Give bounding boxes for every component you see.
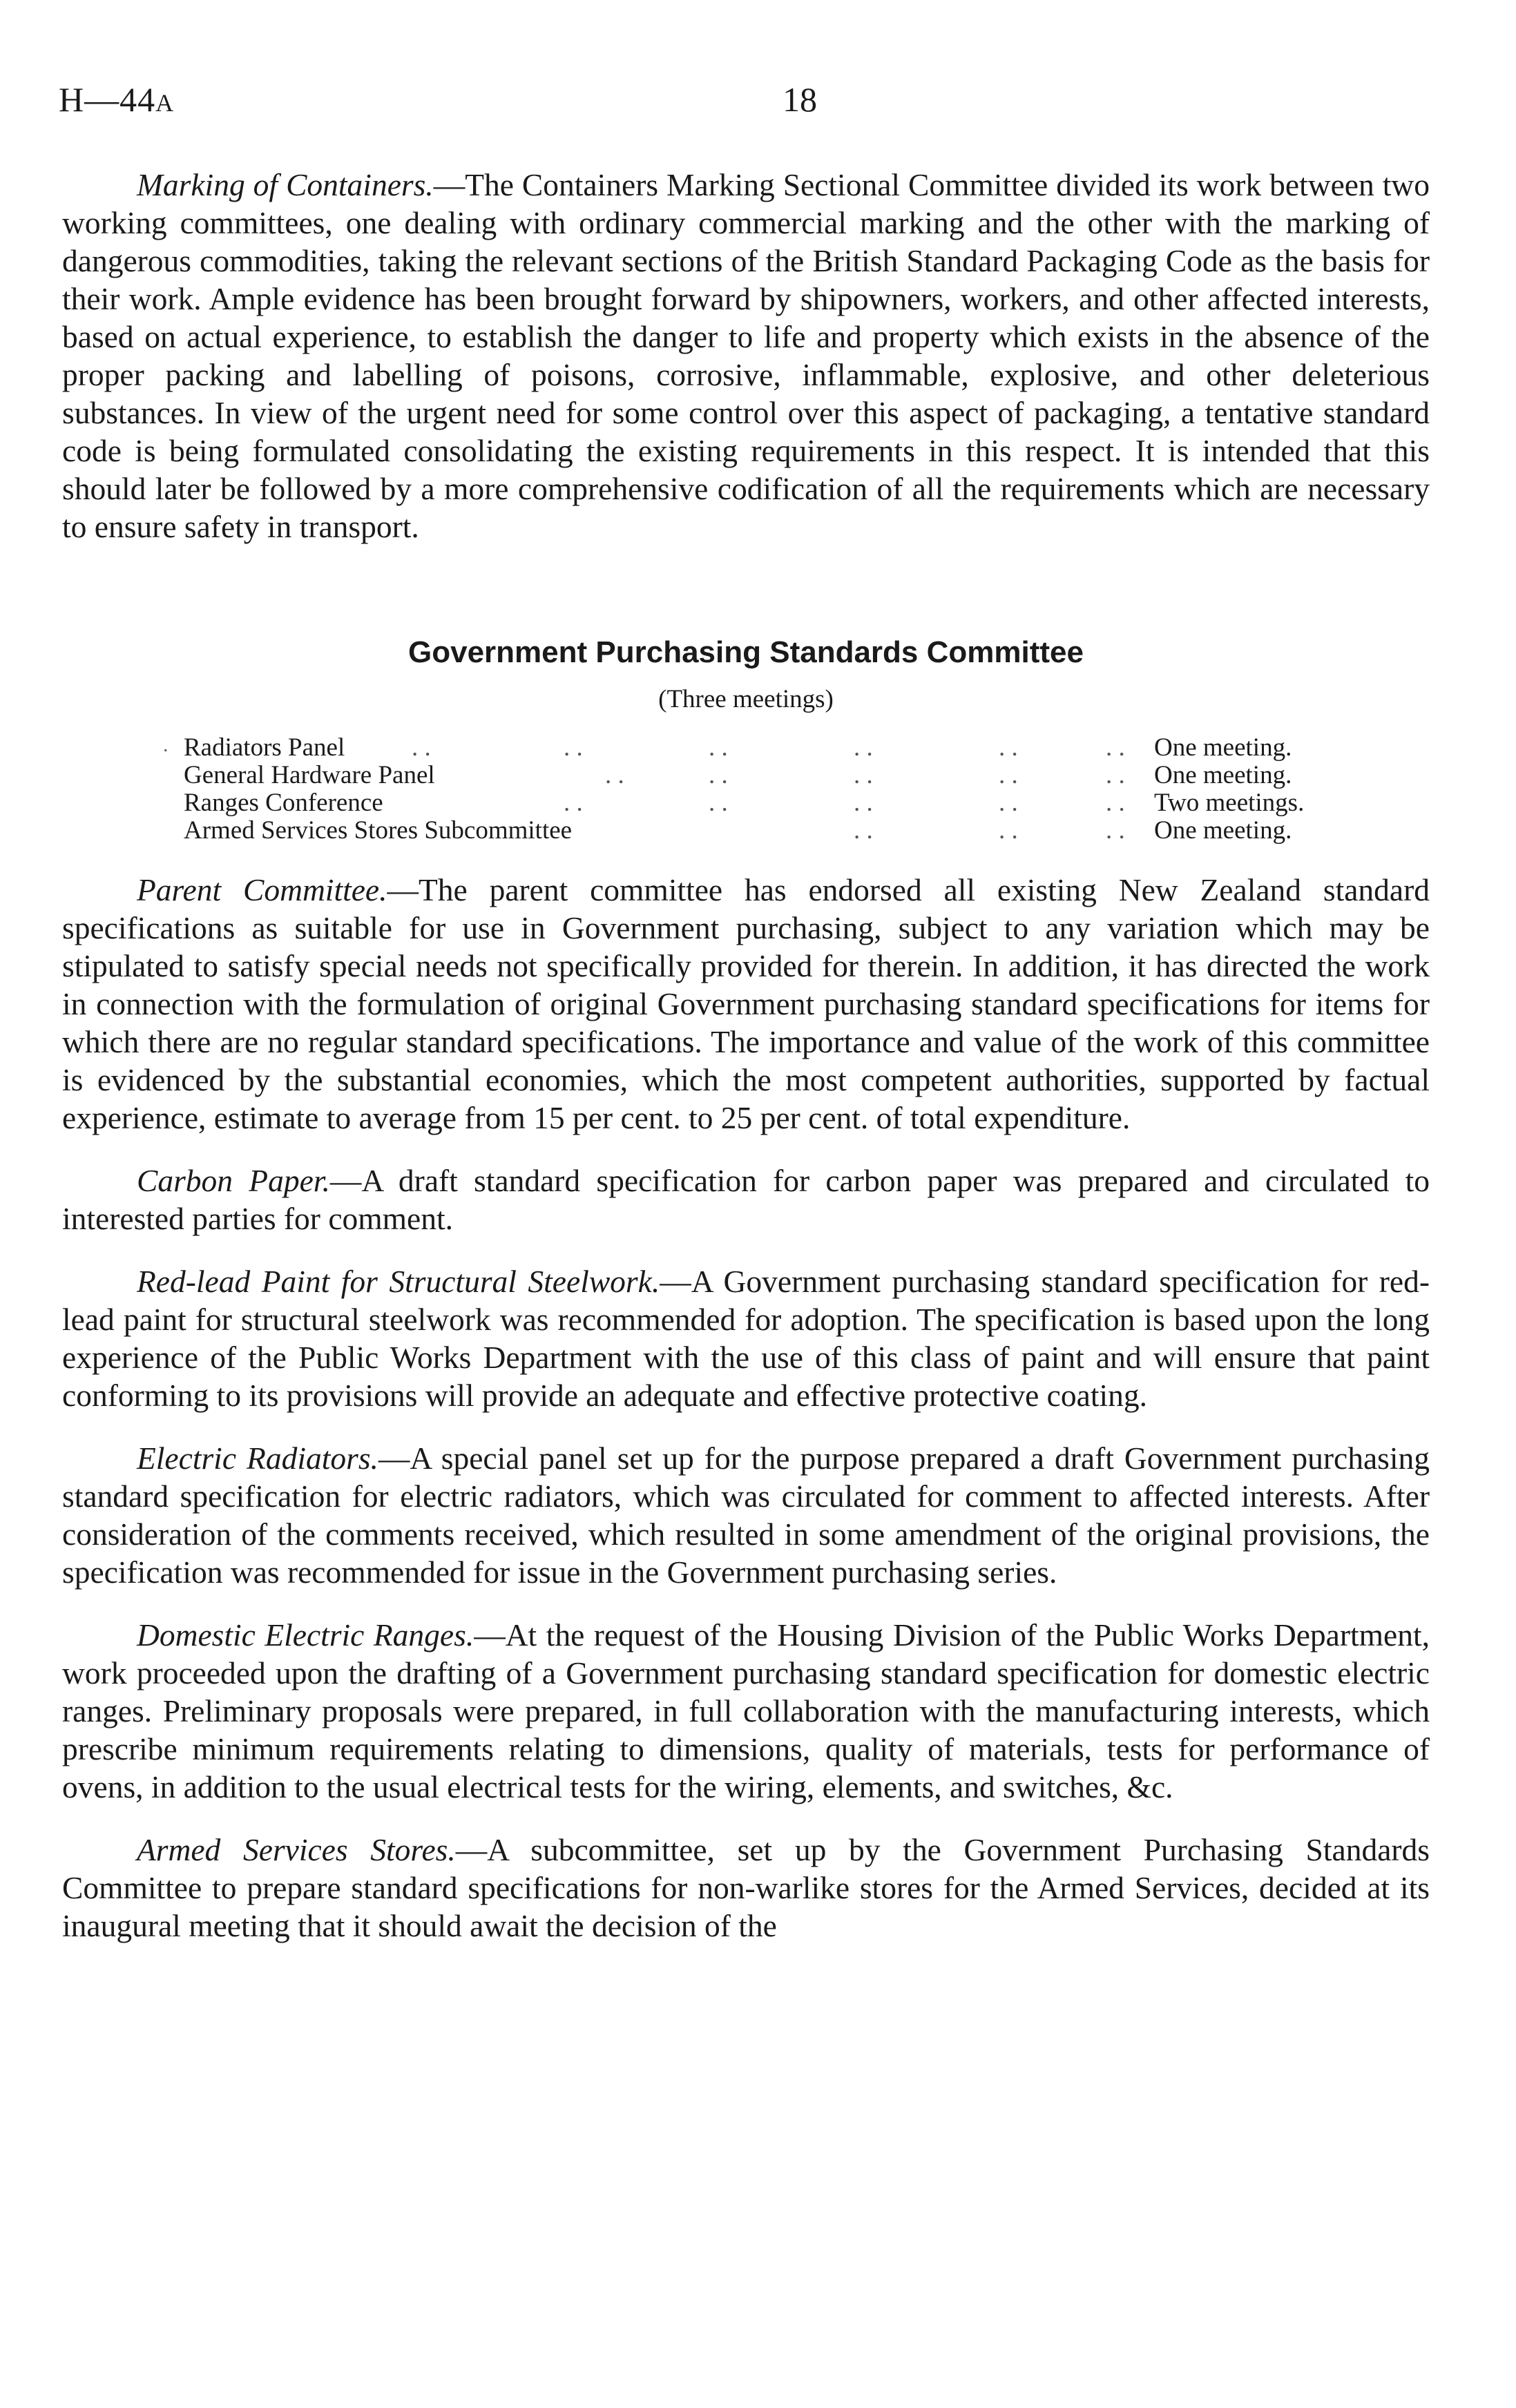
committee-subtitle: (Three meetings) <box>658 685 834 713</box>
paragraph-marking-of-containers <box>62 166 1430 546</box>
page-header <box>59 79 1440 128</box>
meeting-count: One meeting. <box>1154 761 1292 789</box>
meeting-row: General Hardware Panel . . . . . . . . . . One meeting. <box>184 761 1292 789</box>
paragraph-text: —A special panel set up for the purpose prepared a draft Government purchasing standard specification for electric radiators, which was circulated for comment to affected interests. After consideration of the comments received, which resulted in some amendment of the original provisions, the specification was recommended for issue in the Government purchasing series. <box>62 1441 1430 1590</box>
paragraph-armed-services-stores <box>62 1831 1430 1945</box>
document-reference: H—44A <box>59 80 175 119</box>
paragraph-parent-committee <box>62 871 1430 1137</box>
meeting-count: One meeting. <box>1154 733 1292 762</box>
meeting-name: Ranges Conference <box>184 789 383 817</box>
committee-section <box>62 632 1430 845</box>
paragraph-text: —A draft standard specification for carbon paper was prepared and circulated to interested parties for comment. <box>62 1163 1430 1236</box>
meeting-name: Radiators Panel <box>184 733 345 762</box>
paragraph-lead: Domestic Electric Ranges. <box>137 1617 474 1653</box>
meeting-name: General Hardware Panel <box>184 761 435 789</box>
paragraph-domestic-electric-ranges <box>62 1616 1430 1806</box>
paragraph-red-lead-paint <box>62 1262 1430 1414</box>
paragraph-lead: Red-lead Paint for Structural Steelwork. <box>137 1264 660 1299</box>
meeting-count: One meeting. <box>1154 816 1292 845</box>
paragraph-text: —The Containers Marking Sectional Committee divided its work between two working committees, one dealing with ordinary commercial marking and the other with the marking of dangerous commodities, taking the relevant sections of the British Standard Packaging Code as the basis for their work. Ample evidence has been brought forward by shipowners, workers, and other affected interests, based on actual experience, to establish the danger to life and property which exists in the absence of the proper packing and labelling of poisons, corrosive, inflammable, explosive, and other deleterious substances. In view of the urgent need for some control over this aspect of packaging, a tentative standard code is being formulated consolidating the existing requirements in this respect. It is intended that this should later be followed by a more comprehensive codification of all the requirements which are necessary to ensure safety in transport. <box>62 167 1430 544</box>
paragraph-lead: Carbon Paper. <box>137 1163 330 1198</box>
paragraph-lead: Armed Services Stores. <box>137 1832 456 1867</box>
paragraph-text: —At the request of the Housing Division of the Public Works Department, work proceeded upon the drafting of a Government purchasing standard specification for domestic electric ranges. Preliminary proposals were prepared, in full collaboration with the manufacturing interests, which prescribe minimum requirements relating to dimensions, quality of materials, tests for performance of ovens, in addition to the usual electrical tests for the wiring, elements, and switches, &c. <box>62 1617 1430 1804</box>
paragraph-lead: Electric Radiators. <box>137 1441 378 1476</box>
paragraph-electric-radiators <box>62 1439 1430 1591</box>
meeting-row: . Radiators Panel . . . . . . . . . . . . One meeting. <box>184 734 1330 762</box>
meetings-list <box>163 733 1330 845</box>
paragraph-carbon-paper <box>62 1162 1430 1237</box>
meeting-name: Armed Services Stores Subcommittee <box>184 816 573 845</box>
paragraph-lead: Marking of Containers. <box>137 167 434 202</box>
meeting-row: Ranges Conference . . . . . . . . . . Two meetings. <box>184 789 1305 817</box>
meeting-count: Two meetings. <box>1154 789 1305 817</box>
paragraph-text: —A subcommittee, set up by the Government Purchasing Standards Committee to prepare standard specifications for non-warlike stores for the Armed Services, decided at its inaugural meeting that it should await the decision of the <box>62 1832 1430 1943</box>
document-body <box>62 166 1430 1945</box>
stray-mark: . <box>163 733 169 756</box>
paragraph-text: —A Government purchasing standard specification for red-lead paint for structural steelwork was recommended for adoption. The specification is based upon the long experience of the Public Works Department with the use of this class of paint and will ensure that paint conforming to its provisions will provide an adequate and effective protective coating. <box>62 1264 1430 1413</box>
paragraph-text: —The parent committee has endorsed all existing New Zealand standard specifications as suitable for use in Government purchasing, subject to any variation which may be stipulated to satisfy special needs not specifically provided for therein. In addition, it has directed the work in connection with the formulation of original Government purchasing standard specifications for items for which there are no regular standard specifications. The importance and value of the work of this committee is evidenced by the substantial economies, which the most competent authorities, supported by factual experience, estimate to average from 15 per cent. to 25 per cent. of total expenditure. <box>62 872 1430 1135</box>
page-number: 18 <box>783 80 817 119</box>
paragraph-lead: Parent Committee. <box>137 872 387 907</box>
committee-title: Government Purchasing Standards Committee <box>408 635 1084 669</box>
meeting-row: Armed Services Stores Subcommittee . . . . . . One meeting. <box>184 816 1292 845</box>
